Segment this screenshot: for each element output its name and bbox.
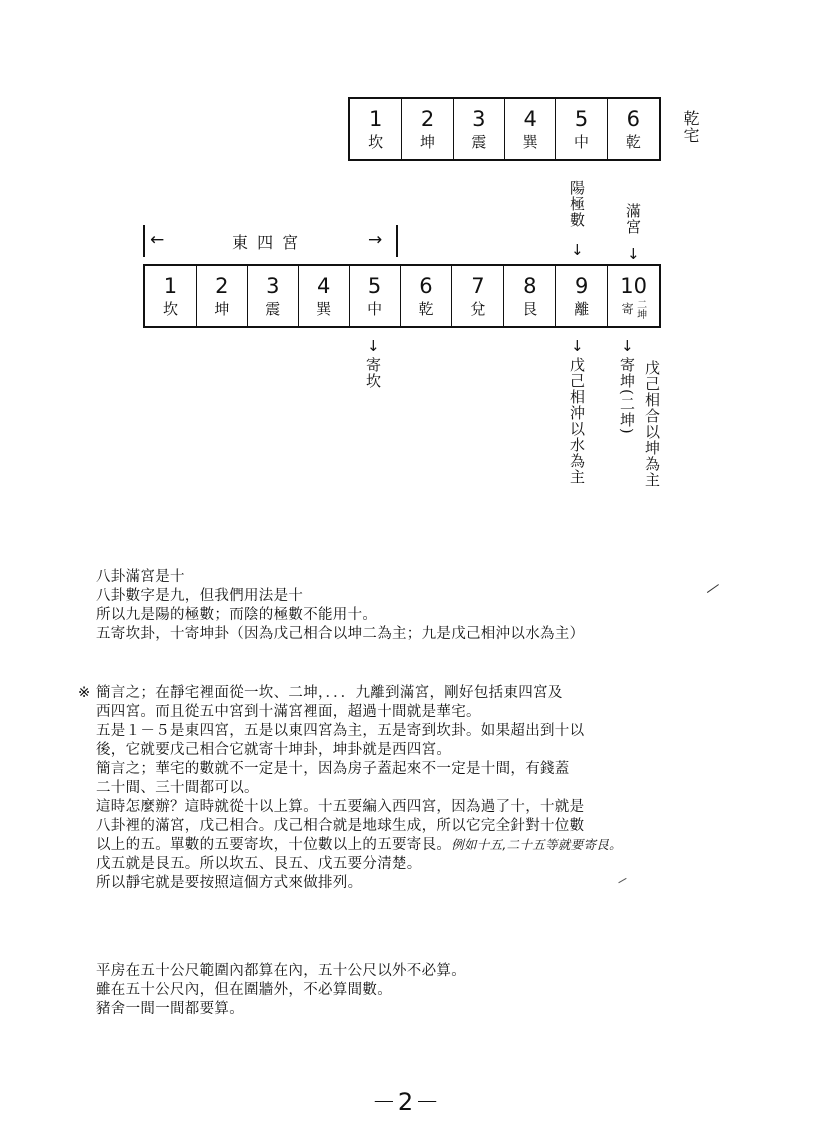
bottom-cell-5 [349, 266, 400, 326]
top-cell-4 [504, 99, 555, 159]
top-cell-3 [453, 99, 504, 159]
down-arrow-icon: ↓ [571, 337, 584, 355]
bottom-cell-10 [607, 266, 659, 326]
text-line: 八卦裡的滿宮，戊己相合。戊己相合就是地球生成，所以它完全針對十位數 [96, 818, 585, 834]
text-line-printed: 以上的五。單數的五要寄坎，十位數以上的五要寄艮。 [96, 837, 452, 853]
bottom-cell-7 [451, 266, 503, 326]
text-line: 簡言之；華宅的數就不一定是十，因為房子蓋起來不一定是十間，有錢蓋 [96, 761, 570, 777]
cell-trigram: 中 [367, 300, 383, 318]
cell-trigram: 兌 [470, 300, 486, 318]
bottom-cell-6 [400, 266, 452, 326]
cell-trigram: 坤 [214, 300, 230, 318]
cell-trigram-main: 寄 [621, 302, 634, 316]
cell-number: 1 [163, 274, 178, 298]
cell-trigram: 震 [265, 300, 281, 318]
cell-number: 7 [471, 274, 485, 298]
cell-number: 10 [620, 274, 647, 298]
yang-extreme-label: 陽極數 [568, 180, 586, 228]
text-line: 這時怎麼辦？這時就從十以上算。十五要編入西四宮，因為過了十，十就是 [96, 799, 585, 815]
bottom-cell-2 [196, 266, 247, 326]
cell-trigram-small: 二坤 [634, 299, 646, 319]
text-line: 五是１－５是東四宮，五是以東四宮為主，五是寄到坎卦。如果超出到十以 [96, 723, 585, 739]
cell-trigram: 離 [574, 300, 590, 318]
top-cell-1 [350, 99, 401, 159]
below-9-label: 戊己相沖以水為主 [568, 357, 586, 485]
cell-trigram: 巽 [522, 133, 538, 151]
cell-number: 6 [626, 107, 641, 131]
text-line: 平房在五十公尺範圍內都算在內，五十公尺以外不必算。 [96, 963, 466, 979]
bottom-cell-3 [247, 266, 298, 326]
cell-trigram: 艮 [522, 300, 538, 318]
text-line: 簡言之；在靜宅裡面從一坎、二坤，．．．九離到滿宮，剛好包括東四宮及 [96, 685, 563, 701]
reference-mark: ※ [78, 685, 91, 701]
stray-mark [707, 584, 719, 593]
text-line: 後，它就要戊己相合它就寄十坤卦，坤卦就是西四宮。 [96, 742, 452, 758]
qian-house-label: 乾宅 [681, 110, 700, 144]
text-line: 五寄坎卦，十寄坤卦（因為戊己相合以坤二為主；九是戊己相沖以水為主） [96, 626, 585, 642]
top-cell-6 [607, 99, 659, 159]
text-line: 雖在五十公尺內，但在圍牆外，不必算間數。 [96, 982, 392, 998]
right-arrow-icon: → [368, 230, 383, 250]
cell-trigram: 坎 [368, 133, 384, 151]
cell-number: 6 [419, 274, 433, 298]
cell-number: 3 [472, 107, 486, 131]
east-four-bracket-left-tick [143, 225, 145, 257]
cell-trigram: 巽 [316, 300, 332, 318]
cell-number: 3 [266, 274, 280, 298]
cell-trigram: 乾 [625, 133, 641, 151]
text-line: 戊五就是艮五。所以坎五、艮五、戊五要分清楚。 [96, 856, 422, 872]
text-line: 八卦滿宮是十 [96, 569, 185, 585]
cell-number: 8 [523, 274, 537, 298]
bottom-cell-4 [298, 266, 349, 326]
down-arrow-icon: ↓ [621, 337, 634, 355]
down-arrow-icon: ↓ [367, 337, 380, 355]
cell-number: 9 [575, 274, 589, 298]
text-line: 所以靜宅就是要按照這個方式來做排列。 [96, 875, 363, 891]
cell-trigram: 坎 [162, 300, 178, 318]
cell-number: 2 [420, 107, 435, 131]
text-line: 所以九是陽的極數；而陰的極數不能用十。 [96, 607, 378, 623]
cell-number: 1 [368, 107, 383, 131]
left-arrow-icon: ← [150, 230, 165, 250]
full-palace-label: 滿宮 [624, 203, 642, 235]
below-10-label-a: 寄坤(二坤) [618, 357, 636, 435]
below-10-label-b: 戊己相合以坤為主 [643, 360, 661, 488]
cell-trigram: 中 [574, 133, 590, 151]
top-table [348, 97, 661, 161]
cell-number: 5 [367, 274, 382, 298]
east-four-label: 東 四 宮 [232, 233, 301, 252]
text-line: 二十間、三十間都可以。 [96, 780, 259, 796]
cell-number: 4 [316, 274, 331, 298]
cell-trigram: 震 [471, 133, 487, 151]
bottom-table [143, 264, 661, 328]
top-cell-5 [555, 99, 606, 159]
page-number: －2－ [371, 1088, 442, 1116]
cell-trigram: 坤 [419, 133, 435, 151]
down-arrow-icon: ↓ [627, 245, 640, 263]
cell-trigram: 乾 [418, 300, 434, 318]
cell-number: 2 [215, 274, 229, 298]
bottom-cell-9 [555, 266, 607, 326]
cell-number: 4 [523, 107, 537, 131]
bottom-cell-1 [145, 266, 196, 326]
text-line: 西四宮。而且從五中宮到十滿宮裡面，超過十間就是華宅。 [96, 704, 481, 720]
text-line [96, 836, 622, 855]
cell-trigram [622, 299, 646, 319]
east-four-bracket-right-tick [396, 225, 398, 257]
handwritten-note: 例如十五,二十五等就要寄艮。 [451, 837, 622, 852]
below-5-label: 寄坎 [364, 357, 382, 389]
text-line: 豬舍一間一間都要算。 [96, 1001, 244, 1017]
bottom-cell-8 [503, 266, 555, 326]
down-arrow-icon: ↓ [571, 241, 584, 259]
top-cell-2 [401, 99, 452, 159]
cell-number: 5 [574, 107, 589, 131]
text-line: 八卦數字是九，但我們用法是十 [96, 588, 304, 604]
stray-mark [618, 878, 626, 884]
